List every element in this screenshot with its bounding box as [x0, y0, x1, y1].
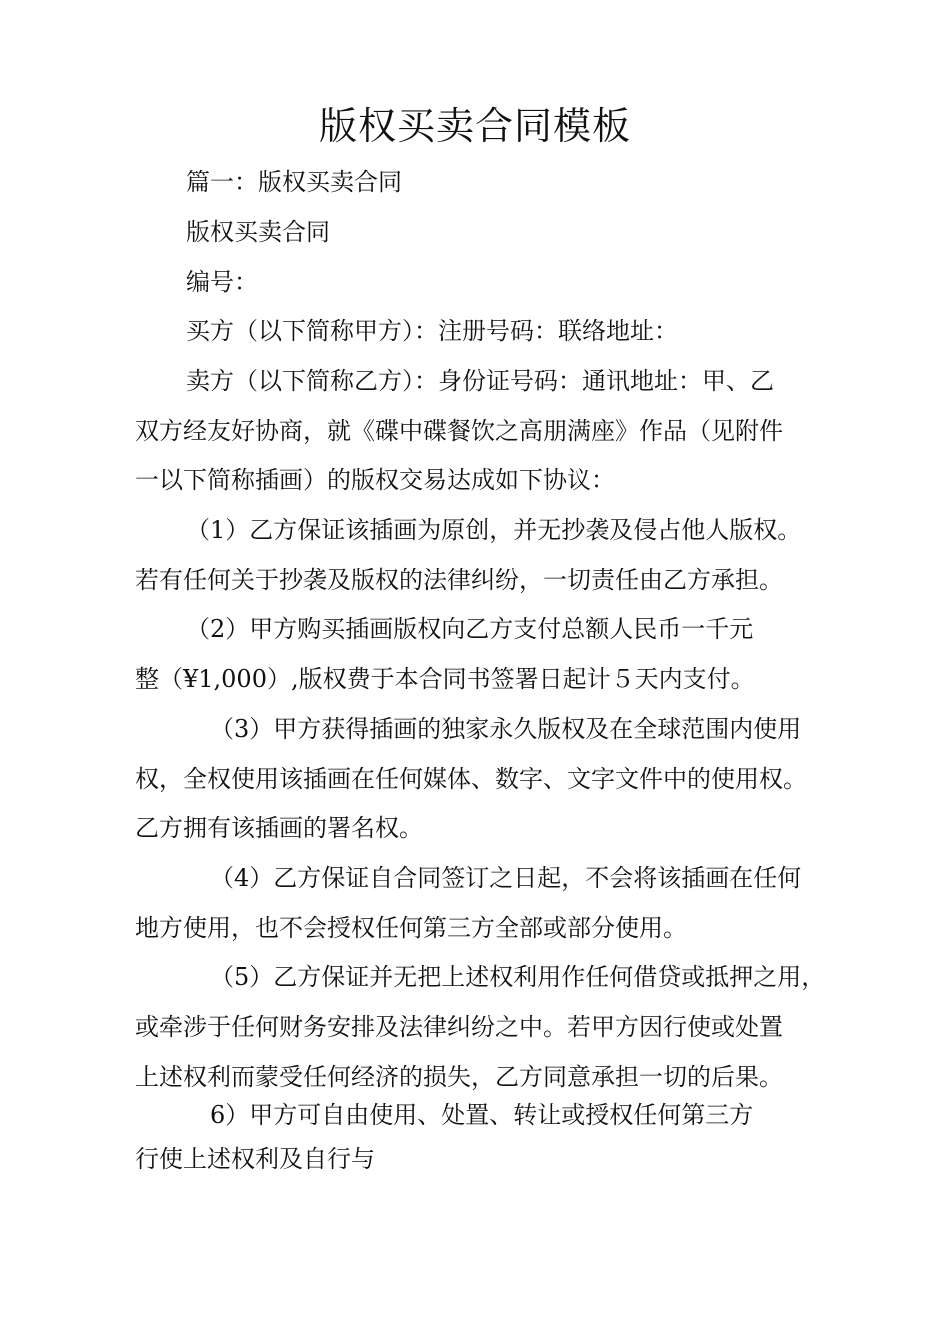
text-line: 双方经友好协商，就《碟中碟餐饮之高朋满座》作品（见附件: [135, 417, 783, 445]
text-line: （1）乙方保证该插画为原创，并无抄袭及侵占他人版权。: [186, 516, 802, 544]
text-line: 上述权利而蒙受任何经济的损失，乙方同意承担一切的后果。: [135, 1063, 783, 1091]
document-title: 版权买卖合同模板: [318, 104, 631, 148]
text-line: 6）甲方可自由使用、处置、转让或授权任何第三方: [210, 1101, 754, 1129]
text-line: （3）甲方获得插画的独家永久版权及在全球范围内使用: [210, 715, 802, 743]
text-line: 权，全权使用该插画在任何媒体、数字、文字文件中的使用权。: [135, 765, 807, 793]
text-line: （4）乙方保证自合同签订之日起，不会将该插画在任何: [210, 864, 802, 892]
text-line: 若有任何关于抄袭及版权的法律纠纷，一切责任由乙方承担。: [135, 566, 783, 594]
text-line: 整（¥1,000）,版权费于本合同书签署日起计５天内支付。: [135, 665, 755, 693]
text-line: （5）乙方保证并无把上述权利用作任何借贷或抵押之用，: [210, 963, 826, 991]
text-line: 乙方拥有该插画的署名权。: [135, 814, 423, 842]
text-line: 买方（以下简称甲方）：注册号码：联络地址：: [186, 317, 678, 345]
text-line: 一以下简称插画）的版权交易达成如下协议：: [135, 466, 615, 494]
text-line: 卖方（以下简称乙方）：身份证号码：通讯地址：甲、乙: [186, 367, 774, 395]
text-line: （2）甲方购买插画版权向乙方支付总额人民币一千元: [186, 615, 754, 643]
text-line: 篇一：版权买卖合同: [186, 168, 402, 196]
text-line: 或牵涉于任何财务安排及法律纠纷之中。若甲方因行使或处置: [135, 1013, 783, 1041]
text-line: 编号：: [186, 268, 258, 296]
text-line: 版权买卖合同: [186, 218, 330, 246]
text-line: 地方使用，也不会授权任何第三方全部或部分使用。: [135, 914, 687, 942]
text-line: 行使上述权利及自行与: [135, 1145, 375, 1173]
